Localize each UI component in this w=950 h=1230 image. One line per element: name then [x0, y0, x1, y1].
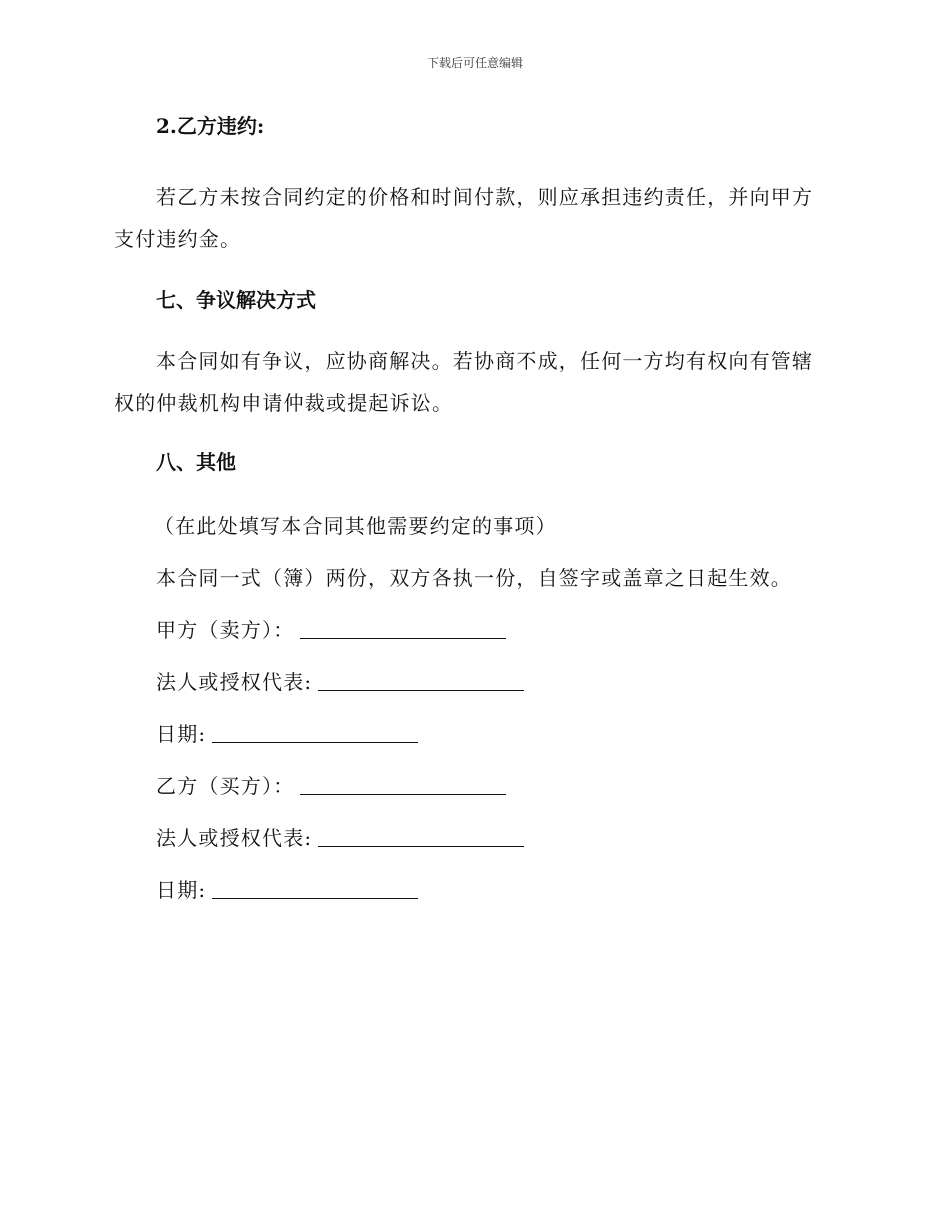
signature-date-a: [114, 708, 834, 760]
signature-party-b-blank: [300, 774, 506, 795]
signature-party-a-blank: [300, 618, 506, 639]
paragraph-breach-b: 若乙方未按合同约定的价格和时间付款，则应承担违约责任，并向甲方支付违约金。: [114, 185, 814, 251]
signature-date-b-blank: [212, 878, 418, 899]
signature-party-a: [114, 604, 834, 656]
section-heading-dispute: 七、争议解决方式: [156, 288, 316, 312]
other-note: （在此处填写本合同其他需要约定的事项）: [154, 514, 557, 538]
signature-party-b-label: 乙方（买方）：: [156, 774, 295, 798]
signature-party-b: [114, 760, 834, 812]
signature-rep-b-blank: [318, 826, 524, 847]
page-header: 下载后可任意编辑: [426, 56, 523, 70]
paragraph-dispute: 本合同如有争议，应协商解决。若协商不成，任何一方均有权向有管辖权的仲裁机构申请仲裁或提起诉讼。: [114, 349, 814, 415]
document-body: [114, 112, 834, 916]
section-heading-breach-b: 2.乙方违约:: [156, 114, 265, 138]
signature-rep-a-blank: [318, 670, 524, 691]
signature-rep-b: [114, 812, 834, 864]
signature-date-b-label: 日期:: [156, 878, 207, 902]
signature-date-a-blank: [212, 722, 418, 743]
signature-rep-a: [114, 656, 834, 708]
signature-date-b: [114, 864, 834, 916]
signature-rep-b-label: 法人或授权代表:: [156, 826, 313, 850]
paragraph-copies: 本合同一式（簿）两份，双方各执一份，自签字或盖章之日起生效。: [156, 566, 792, 590]
section-heading-other: 八、其他: [156, 450, 236, 474]
signature-rep-a-label: 法人或授权代表:: [156, 670, 313, 694]
signature-party-a-label: 甲方（卖方）：: [156, 618, 295, 642]
signature-date-a-label: 日期:: [156, 722, 207, 746]
